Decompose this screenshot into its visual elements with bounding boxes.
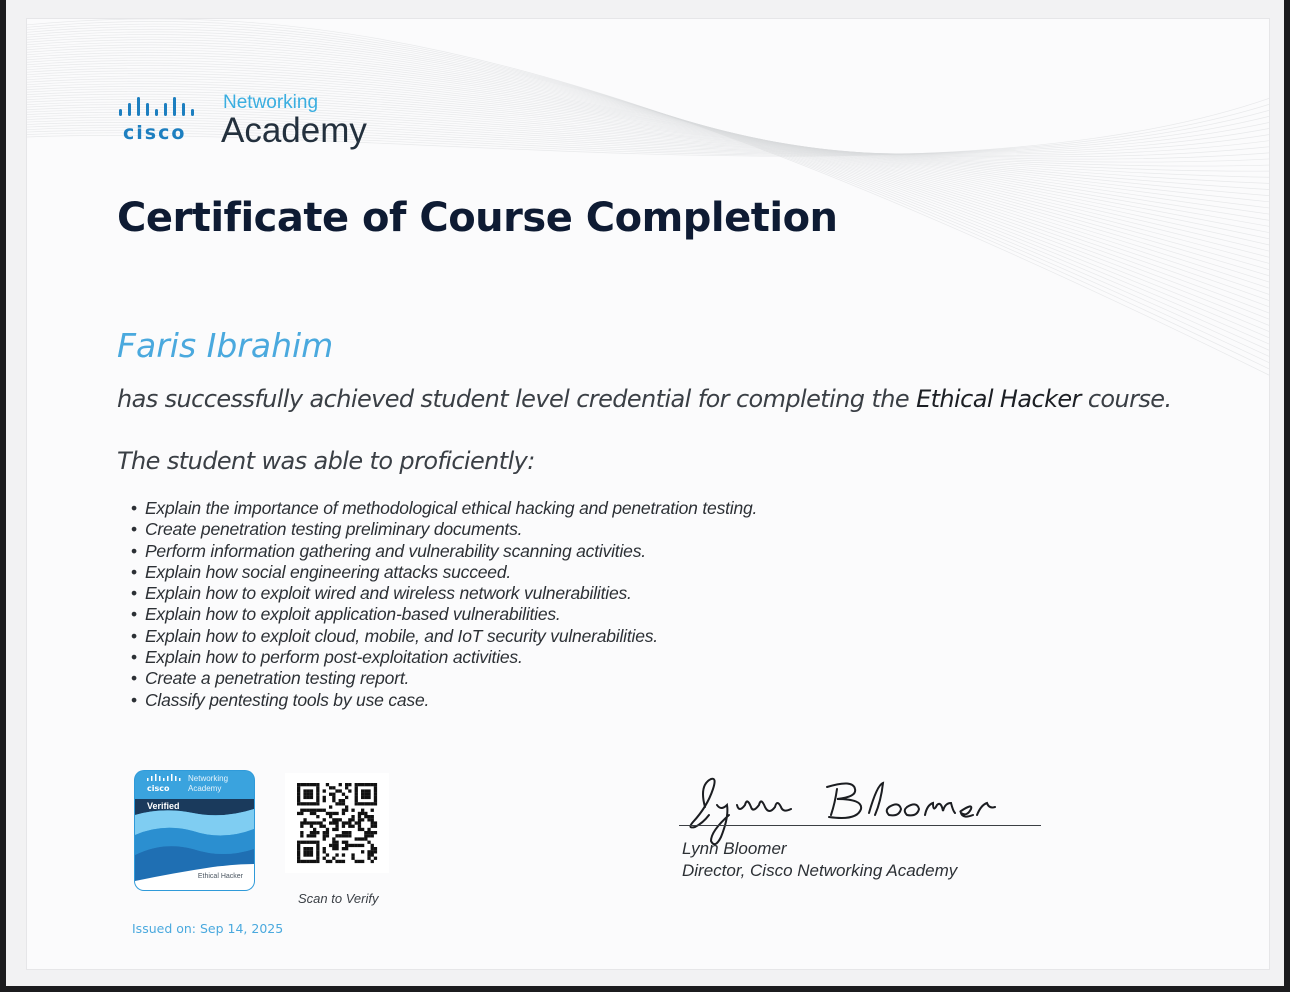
student-name: Faris Ibrahim: [117, 326, 334, 365]
skill-item: • Explain how to exploit application-based vulnerabilities.: [131, 604, 757, 625]
skill-item: • Perform information gathering and vulnerability scanning activities.: [131, 541, 757, 562]
skills-list: [131, 498, 757, 711]
certificate-title: Certificate of Course Completion: [117, 195, 838, 241]
logo-academy: Academy: [221, 111, 367, 150]
cisco-bridge-icon: [117, 97, 207, 121]
cisco-networking-academy-logo: [117, 91, 387, 161]
verified-badge-icon[interactable]: [133, 769, 256, 892]
scan-to-verify-label: Scan to Verify: [298, 891, 379, 906]
signer-title: Director, Cisco Networking Academy: [682, 861, 958, 880]
achievement-statement: [117, 385, 1171, 413]
badge-course: Ethical Hacker: [197, 873, 243, 880]
signature-line: [679, 825, 1041, 826]
certificate-body: [26, 18, 1270, 970]
achievement-prefix: has successfully achieved student level credential for completing the: [117, 385, 917, 413]
signer-name: Lynn Bloomer: [682, 839, 787, 858]
skills-intro: The student was able to proficiently:: [117, 447, 535, 475]
badge-cisco: cisco: [147, 784, 170, 793]
cisco-wordmark: cisco: [123, 122, 187, 144]
achievement-suffix: course.: [1080, 385, 1172, 413]
skill-item: • Explain how social engineering attacks succeed.: [131, 562, 757, 583]
skill-item: • Explain how to exploit cloud, mobile, and IoT security vulnerabilities.: [131, 626, 757, 647]
skill-item: • Create a penetration testing report.: [131, 668, 757, 689]
issued-date: Issued on: Sep 14, 2025: [132, 921, 284, 936]
certificate-sheet: [6, 0, 1284, 986]
skill-item: • Explain how to perform post-exploitation activities.: [131, 647, 757, 668]
skill-item: • Create penetration testing preliminary documents.: [131, 519, 757, 540]
skill-item: • Explain the importance of methodological ethical hacking and penetration testing.: [131, 498, 757, 519]
skill-item: • Classify pentesting tools by use case.: [131, 690, 757, 711]
handwritten-signature: [677, 767, 1007, 847]
badge-verified: Verified: [147, 801, 180, 811]
qr-code-icon[interactable]: [285, 773, 389, 873]
skill-item: • Explain how to exploit wired and wireless network vulnerabilities.: [131, 583, 757, 604]
logo-networking: Networking: [223, 92, 319, 113]
badge-networking: Networking: [188, 774, 229, 783]
course-name: Ethical Hacker: [916, 385, 1081, 413]
badge-academy: Academy: [188, 784, 222, 793]
verification-qr-panel[interactable]: [285, 773, 389, 873]
